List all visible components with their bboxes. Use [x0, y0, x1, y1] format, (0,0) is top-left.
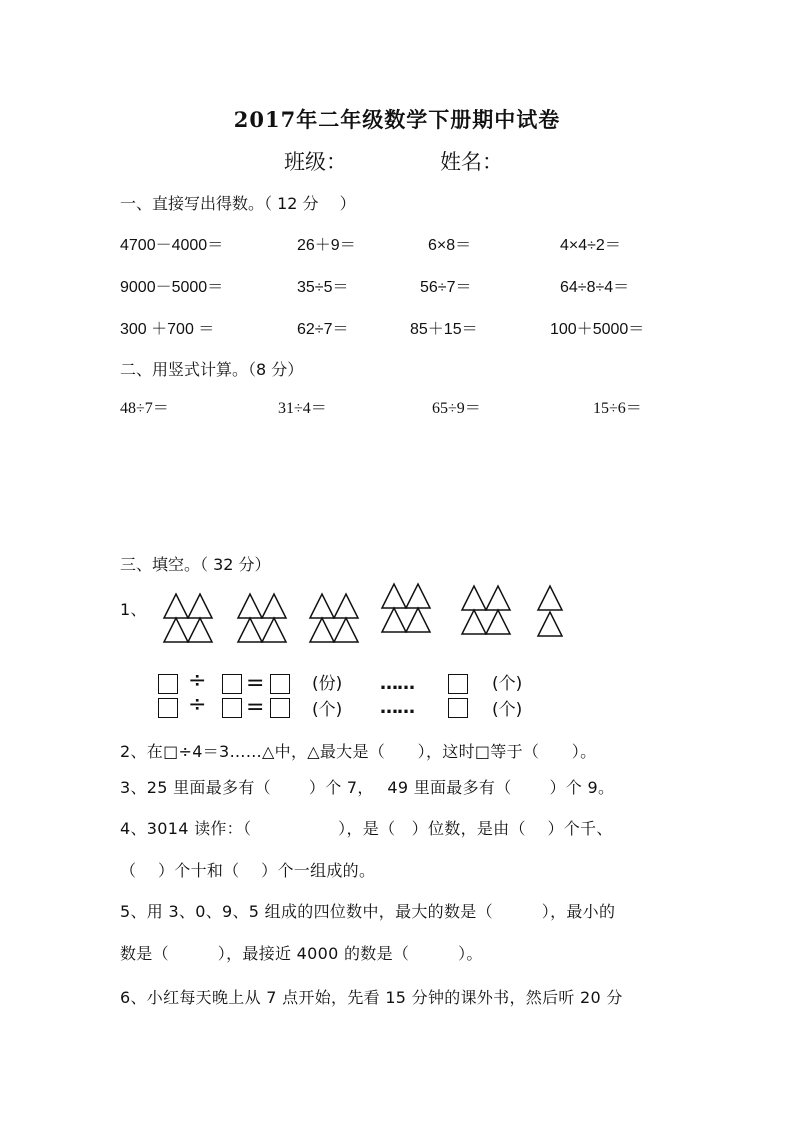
triangle-icon	[238, 618, 262, 642]
equals-symbol: =	[246, 671, 265, 696]
triangle-icon	[164, 618, 188, 642]
question-number: 1、	[120, 600, 147, 619]
unit-label: 个	[498, 674, 516, 694]
remainder-dots: ……	[380, 697, 414, 718]
triangle-group	[238, 594, 286, 642]
triangle-icon	[188, 618, 212, 642]
triangle-icon	[406, 584, 430, 608]
question-line: 3、25 里面最多有（ ）个 7， 49 里面最多有（ ）个 9。	[120, 778, 615, 797]
triangle-group	[382, 584, 430, 632]
unit-paren: (个)	[492, 700, 523, 720]
triangle-icon	[486, 610, 510, 634]
divide-symbol: ÷	[188, 692, 207, 717]
equation: 26＋9＝	[297, 237, 356, 254]
equation: 4700－4000＝	[120, 237, 224, 254]
answer-box[interactable]	[158, 698, 178, 718]
triangle-icon	[164, 594, 188, 618]
name-label: 姓名：	[440, 150, 503, 174]
triangle-icon	[334, 618, 358, 642]
class-label: 班级：	[284, 150, 347, 174]
divide-symbol: ÷	[188, 668, 207, 693]
triangle-icon	[310, 618, 334, 642]
equals-symbol: =	[246, 695, 265, 720]
unit-paren: (个)	[312, 700, 343, 720]
question-line: 6、小红每天晚上从 7 点开始，先看 15 分钟的课外书，然后听 20 分	[120, 988, 623, 1007]
triangle-icon	[310, 594, 334, 618]
equation: 64÷8÷4＝	[560, 279, 630, 296]
triangle-group	[164, 594, 212, 642]
section3-title: 三、填空。（ 32 分）	[120, 555, 271, 574]
section2-title: 二、用竖式计算。（8 分）	[120, 360, 304, 379]
equation: 62÷7＝	[297, 321, 349, 338]
equation: 9000－5000＝	[120, 279, 224, 296]
unit-paren: (份)	[312, 674, 343, 694]
question-line: 2、在□÷4＝3……△中，△最大是（ ），这时□等于（ ）。	[120, 742, 597, 761]
equation: 15÷6＝	[593, 400, 642, 417]
question-line: 数是（ ），最接近 4000 的数是（ ）。	[120, 944, 483, 963]
triangle-icon	[238, 594, 262, 618]
unit-label: 份	[318, 674, 336, 694]
triangle-icon	[382, 608, 406, 632]
answer-box[interactable]	[270, 674, 290, 694]
answer-box[interactable]	[448, 674, 468, 694]
equation: 48÷7＝	[120, 400, 169, 417]
triangle-icon	[462, 586, 486, 610]
triangle-icon	[538, 586, 562, 610]
triangle-group	[538, 586, 562, 636]
answer-box[interactable]	[270, 698, 290, 718]
triangle-group	[310, 594, 358, 642]
equation: 31÷4＝	[278, 400, 327, 417]
answer-box[interactable]	[222, 698, 242, 718]
triangle-icon	[382, 584, 406, 608]
equation: 56÷7＝	[420, 279, 472, 296]
triangle-icon	[486, 586, 510, 610]
unit-label: 个	[498, 700, 516, 720]
unit-label: 个	[318, 700, 336, 720]
equation: 300 ＋700 ＝	[120, 321, 215, 338]
question-line: 5、用 3、0、9、5 组成的四位数中，最大的数是（ ），最小的	[120, 902, 616, 921]
equation: 6×8＝	[428, 237, 472, 254]
equation: 100＋5000＝	[550, 321, 645, 338]
triangle-group	[462, 586, 510, 634]
answer-box[interactable]	[448, 698, 468, 718]
unit-paren: (个)	[492, 674, 523, 694]
triangle-icon	[462, 610, 486, 634]
equation: 35÷5＝	[297, 279, 349, 296]
triangle-icon	[262, 618, 286, 642]
triangle-icon	[406, 608, 430, 632]
equation: 4×4÷2＝	[560, 237, 621, 254]
answer-box[interactable]	[158, 674, 178, 694]
equation: 85＋15＝	[410, 321, 478, 338]
answer-box[interactable]	[222, 674, 242, 694]
triangle-icon	[188, 594, 212, 618]
remainder-dots: ……	[380, 673, 414, 694]
page-title: 2017年二年级数学下册期中试卷	[233, 107, 561, 132]
section1-title: 一、直接写出得数。（ 12 分 ）	[120, 194, 356, 213]
equation: 65÷9＝	[432, 400, 481, 417]
triangle-icon	[262, 594, 286, 618]
triangle-icon	[538, 612, 562, 636]
question-line: （ ）个十和（ ）个一组成的。	[120, 861, 376, 880]
question-line: 4、3014 读作：（ ），是（ ）位数，是由（ ）个千、	[120, 819, 613, 838]
triangle-icon	[334, 594, 358, 618]
